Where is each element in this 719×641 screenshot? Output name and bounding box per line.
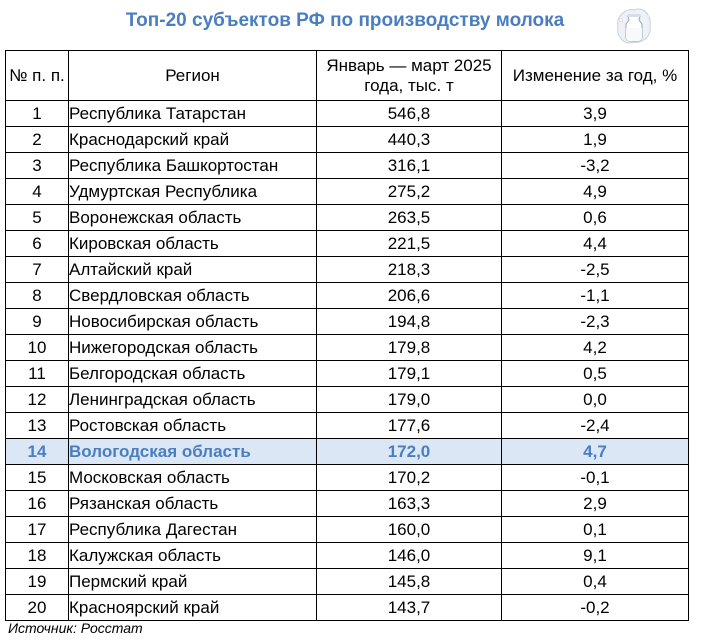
table-row <box>6 283 689 309</box>
production-value-cell: 275,2 <box>317 179 502 205</box>
table-row <box>6 491 689 517</box>
table-row <box>6 517 689 543</box>
source-note: Источник: Росстат <box>8 620 143 636</box>
production-value-cell: 172,0 <box>317 439 502 465</box>
table-row <box>6 101 689 127</box>
change-percent-cell: 4,4 <box>502 231 689 257</box>
region-name-cell: Московская область <box>69 465 317 491</box>
table-row <box>6 595 689 621</box>
milk-splash-icon <box>612 4 656 48</box>
change-percent-cell: -2,5 <box>502 257 689 283</box>
row-number-cell: 19 <box>6 569 69 595</box>
production-value-cell: 146,0 <box>317 543 502 569</box>
region-name-cell: Новосибирская область <box>69 309 317 335</box>
production-value-cell: 194,8 <box>317 309 502 335</box>
region-name-cell: Нижегородская область <box>69 335 317 361</box>
production-value-cell: 177,6 <box>317 413 502 439</box>
row-number-cell: 16 <box>6 491 69 517</box>
change-percent-cell: -3,2 <box>502 153 689 179</box>
change-percent-cell: -2,3 <box>502 309 689 335</box>
table-row <box>6 569 689 595</box>
region-name-cell: Пермский край <box>69 569 317 595</box>
table-header-row <box>6 51 689 101</box>
row-number-cell: 15 <box>6 465 69 491</box>
column-header-volume: Январь — март 2025 года, тыс. т <box>317 51 502 101</box>
production-value-cell: 163,3 <box>317 491 502 517</box>
row-number-cell: 20 <box>6 595 69 621</box>
table-row <box>6 127 689 153</box>
row-number-cell: 9 <box>6 309 69 335</box>
table-row <box>6 465 689 491</box>
production-value-cell: 179,1 <box>317 361 502 387</box>
change-percent-cell: 0,4 <box>502 569 689 595</box>
region-name-cell: Вологодская область <box>69 439 317 465</box>
table-row <box>6 361 689 387</box>
production-value-cell: 218,3 <box>317 257 502 283</box>
row-number-cell: 18 <box>6 543 69 569</box>
change-percent-cell: 0,5 <box>502 361 689 387</box>
region-name-cell: Удмуртская Республика <box>69 179 317 205</box>
region-name-cell: Краснодарский край <box>69 127 317 153</box>
region-name-cell: Республика Татарстан <box>69 101 317 127</box>
table-row <box>6 543 689 569</box>
row-number-cell: 13 <box>6 413 69 439</box>
region-name-cell: Рязанская область <box>69 491 317 517</box>
row-number-cell: 14 <box>6 439 69 465</box>
chart-title: Топ-20 субъектов РФ по производству молока <box>125 10 565 31</box>
change-percent-cell: 4,2 <box>502 335 689 361</box>
production-value-cell: 179,0 <box>317 387 502 413</box>
change-percent-cell: 0,0 <box>502 387 689 413</box>
table-row <box>6 231 689 257</box>
row-number-cell: 7 <box>6 257 69 283</box>
change-percent-cell: 4,9 <box>502 179 689 205</box>
change-percent-cell: 1,9 <box>502 127 689 153</box>
production-value-cell: 316,1 <box>317 153 502 179</box>
change-percent-cell: 9,1 <box>502 543 689 569</box>
milk-production-table <box>5 50 689 621</box>
region-name-cell: Кировская область <box>69 231 317 257</box>
production-value-cell: 143,7 <box>317 595 502 621</box>
change-percent-cell: -0,2 <box>502 595 689 621</box>
region-name-cell: Воронежская область <box>69 205 317 231</box>
change-percent-cell: 0,1 <box>502 517 689 543</box>
production-value-cell: 170,2 <box>317 465 502 491</box>
production-value-cell: 145,8 <box>317 569 502 595</box>
row-number-cell: 5 <box>6 205 69 231</box>
table-row <box>6 205 689 231</box>
table-row <box>6 387 689 413</box>
region-name-cell: Ростовская область <box>69 413 317 439</box>
production-value-cell: 179,8 <box>317 335 502 361</box>
column-header-region: Регион <box>69 51 317 101</box>
row-number-cell: 3 <box>6 153 69 179</box>
production-value-cell: 440,3 <box>317 127 502 153</box>
table-row <box>6 257 689 283</box>
column-header-change: Изменение за год, % <box>502 51 689 101</box>
region-name-cell: Калужская область <box>69 543 317 569</box>
table-row <box>6 309 689 335</box>
region-name-cell: Республика Башкортостан <box>69 153 317 179</box>
row-number-cell: 12 <box>6 387 69 413</box>
row-number-cell: 4 <box>6 179 69 205</box>
region-name-cell: Алтайский край <box>69 257 317 283</box>
production-value-cell: 221,5 <box>317 231 502 257</box>
production-value-cell: 546,8 <box>317 101 502 127</box>
region-name-cell: Ленинградская область <box>69 387 317 413</box>
region-name-cell: Республика Дагестан <box>69 517 317 543</box>
region-name-cell: Свердловская область <box>69 283 317 309</box>
change-percent-cell: -1,1 <box>502 283 689 309</box>
table-row <box>6 153 689 179</box>
table-row <box>6 413 689 439</box>
change-percent-cell: -2,4 <box>502 413 689 439</box>
row-number-cell: 1 <box>6 101 69 127</box>
region-name-cell: Красноярский край <box>69 595 317 621</box>
row-number-cell: 11 <box>6 361 69 387</box>
table-row <box>6 179 689 205</box>
row-number-cell: 8 <box>6 283 69 309</box>
table-row <box>6 439 689 465</box>
table-row <box>6 335 689 361</box>
region-name-cell: Белгородская область <box>69 361 317 387</box>
change-percent-cell: 4,7 <box>502 439 689 465</box>
production-value-cell: 206,6 <box>317 283 502 309</box>
change-percent-cell: 2,9 <box>502 491 689 517</box>
production-value-cell: 160,0 <box>317 517 502 543</box>
change-percent-cell: 0,6 <box>502 205 689 231</box>
production-value-cell: 263,5 <box>317 205 502 231</box>
row-number-cell: 17 <box>6 517 69 543</box>
change-percent-cell: 3,9 <box>502 101 689 127</box>
row-number-cell: 2 <box>6 127 69 153</box>
row-number-cell: 6 <box>6 231 69 257</box>
change-percent-cell: -0,1 <box>502 465 689 491</box>
row-number-cell: 10 <box>6 335 69 361</box>
column-header-number: № п. п. <box>6 51 69 101</box>
